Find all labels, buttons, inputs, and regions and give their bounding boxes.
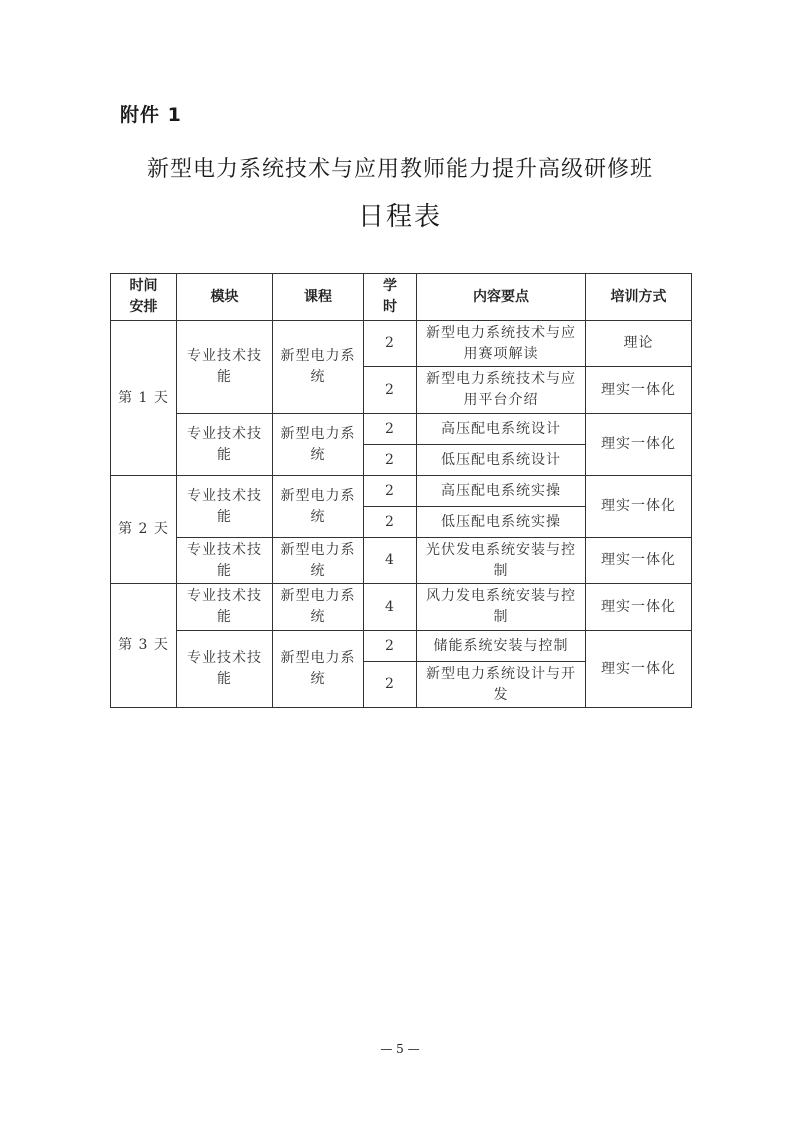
hours-cell: 2	[364, 367, 417, 414]
course-cell: 新型电力系统	[273, 584, 364, 631]
table-row	[111, 538, 692, 584]
content-cell: 高压配电系统实操	[417, 476, 586, 507]
content-cell: 新型电力系统技术与应用赛项解读	[417, 321, 586, 367]
course-cell: 新型电力系统	[273, 476, 364, 538]
content-cell: 新型电力系统技术与应用平台介绍	[417, 367, 586, 414]
table-row	[111, 631, 692, 662]
hours-cell: 2	[364, 414, 417, 445]
header-hours: 学 时	[364, 274, 417, 321]
header-module: 模块	[177, 274, 273, 321]
course-cell: 新型电力系统	[273, 538, 364, 584]
module-cell: 专业技术技能	[177, 414, 273, 476]
course-cell: 新型电力系统	[273, 321, 364, 414]
hours-cell: 2	[364, 476, 417, 507]
module-cell: 专业技术技能	[177, 321, 273, 414]
method-cell: 理论	[586, 321, 692, 367]
hours-cell: 2	[364, 662, 417, 708]
module-cell: 专业技术技能	[177, 631, 273, 708]
schedule-table	[110, 273, 692, 708]
module-cell: 专业技术技能	[177, 584, 273, 631]
method-cell: 理实一体化	[586, 584, 692, 631]
attachment-label: 附件 1	[120, 104, 182, 126]
method-cell: 理实一体化	[586, 414, 692, 476]
header-content: 内容要点	[417, 274, 586, 321]
hours-cell: 2	[364, 507, 417, 538]
method-cell: 理实一体化	[586, 367, 692, 414]
table-row	[111, 584, 692, 631]
hours-cell: 2	[364, 321, 417, 367]
table-row	[111, 321, 692, 367]
hours-cell: 4	[364, 584, 417, 631]
hours-cell: 4	[364, 538, 417, 584]
content-cell: 风力发电系统安装与控制	[417, 584, 586, 631]
header-time: 时间 安排	[111, 274, 177, 321]
method-cell: 理实一体化	[586, 631, 692, 708]
header-course: 课程	[273, 274, 364, 321]
page-number: — 5 —	[380, 1042, 420, 1056]
content-cell: 光伏发电系统安装与控制	[417, 538, 586, 584]
day-label: 第 3 天	[111, 584, 177, 708]
hours-cell: 2	[364, 445, 417, 476]
course-cell: 新型电力系统	[273, 414, 364, 476]
module-cell: 专业技术技能	[177, 476, 273, 538]
content-cell: 低压配电系统实操	[417, 507, 586, 538]
header-method: 培训方式	[586, 274, 692, 321]
day-label: 第 1 天	[111, 321, 177, 476]
document-subtitle: 日程表	[357, 202, 442, 232]
content-cell: 新型电力系统设计与开发	[417, 662, 586, 708]
content-cell: 高压配电系统设计	[417, 414, 586, 445]
course-cell: 新型电力系统	[273, 631, 364, 708]
content-cell: 低压配电系统设计	[417, 445, 586, 476]
document-title: 新型电力系统技术与应用教师能力提升高级研修班	[146, 157, 653, 182]
module-cell: 专业技术技能	[177, 538, 273, 584]
method-cell: 理实一体化	[586, 538, 692, 584]
header-row	[111, 274, 692, 321]
content-cell: 储能系统安装与控制	[417, 631, 586, 662]
table-row	[111, 414, 692, 445]
hours-cell: 2	[364, 631, 417, 662]
day-label: 第 2 天	[111, 476, 177, 584]
table-row	[111, 476, 692, 507]
method-cell: 理实一体化	[586, 476, 692, 538]
